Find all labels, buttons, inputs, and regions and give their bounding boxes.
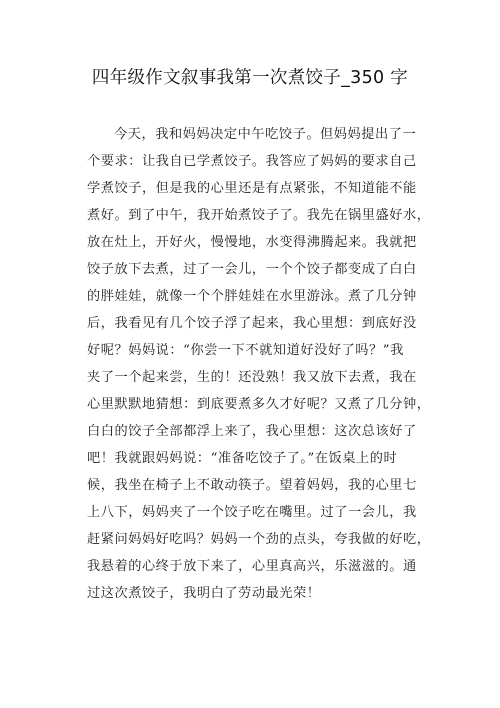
essay-line: 今天，我和妈妈决定中午吃饺子。但妈妈提出了一 [114, 127, 417, 142]
essay-line: 过这次煮饺子，我明白了劳动最光荣！ [87, 586, 321, 601]
essay-line: 饺子放下去煮，过了一会儿，一个个饺子都变成了白白 [87, 262, 417, 277]
essay-line: 吧！我就跟妈妈说：“准备吃饺子了。”在饭桌上的时 [87, 451, 398, 466]
essay-body [87, 121, 431, 607]
essay-line: 白白的饺子全部都浮上来了，我心里想：这次总该好了 [87, 424, 417, 439]
essay-line: 好呢？妈妈说：“你尝一下不就知道好没好了吗？”我 [87, 343, 404, 358]
essay-line: 煮好。到了中午，我开始煮饺子了。我先在锅里盛好水， [87, 208, 431, 223]
essay-line: 候，我坐在椅子上不敢动筷子。望着妈妈，我的心里七 [87, 478, 417, 493]
essay-line: 学煮饺子，但是我的心里还是有点紧张，不知道能不能 [87, 181, 417, 196]
essay-line: 夹了一个起来尝，生的！还没熟！我又放下去煮，我在 [87, 370, 417, 385]
essay-line: 赶紧问妈妈好吃吗？妈妈一个劲的点头，夸我做的好吃， [87, 532, 431, 547]
essay-line: 放在灶上，开好火，慢慢地，水变得沸腾起来。我就把 [87, 235, 417, 250]
essay-line: 个要求：让我自已学煮饺子。我答应了妈妈的要求自己 [87, 154, 417, 169]
essay-line: 后，我看见有几个饺子浮了起来，我心里想：到底好没 [87, 316, 417, 331]
essay-line: 心里默默地猜想：到底要煮多久才好呢？又煮了几分钟， [87, 397, 431, 412]
essay-line: 我悬着的心终于放下来了，心里真高兴，乐滋滋的。通 [87, 559, 417, 574]
essay-line: 的胖娃娃，就像一个个胖娃娃在水里游泳。煮了几分钟 [87, 289, 417, 304]
essay-line: 上八下，妈妈夹了一个饺子吃在嘴里。过了一会儿，我 [87, 505, 417, 520]
document-title: 四年级作文叙事我第一次煮饺子_350 字 [91, 68, 409, 88]
